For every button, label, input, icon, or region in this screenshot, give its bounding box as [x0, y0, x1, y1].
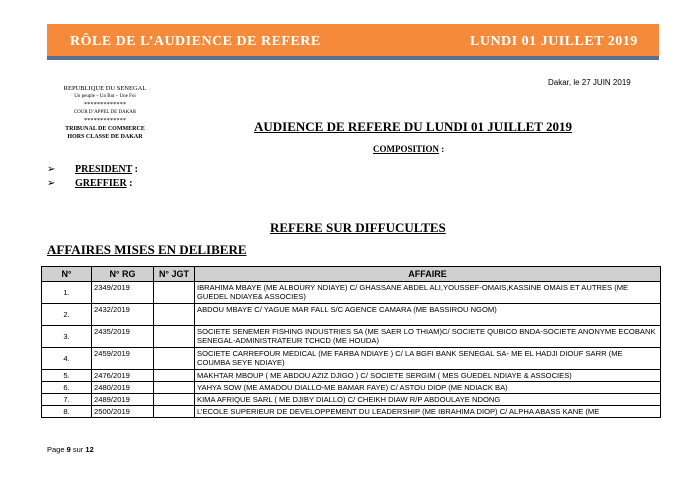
table-row — [42, 406, 661, 418]
row-jgt — [154, 394, 195, 406]
row-jgt — [154, 382, 195, 394]
table-row — [42, 282, 661, 304]
affaires-table — [41, 266, 661, 418]
section-subheading: REFERE SUR DIFFUCULTES — [270, 220, 446, 235]
page-label: Page — [47, 445, 65, 454]
row-affaire: YAHYA SOW (ME AMADOU DIALLO-ME BAMAR FAYE) C/ ASTOU DIOP (ME NDIACK BA) — [195, 382, 661, 394]
composition-label: COMPOSITION — [373, 144, 440, 154]
column-header-number: N° — [42, 267, 92, 282]
row-number: 3. — [42, 326, 92, 348]
row-jgt — [154, 282, 195, 304]
role-label: GREFFIER — [75, 178, 127, 189]
composition-heading — [373, 144, 444, 154]
row-affaire: IBRAHIMA MBAYE (ME ALBOURY NDIAYE) C/ GHASSANE ABDEL ALI,YOUSSEF-OMAIS,KASSINE OMAIS ET AUTRES (ME GUEDEL NDIAYE& ASSOCIES) — [195, 282, 661, 304]
role-greffier — [47, 178, 133, 189]
tribunal-line-2: HORS CLASSE DE DAKAR — [67, 134, 143, 140]
page-total: 12 — [85, 445, 94, 454]
page-footer — [47, 445, 94, 454]
row-number: 1. — [42, 282, 92, 304]
row-affaire: SOCIETE CARREFOUR MEDICAL (ME FARBA NDIAYE ) C/ LA BGFI BANK SENEGAL SA- ME EL HADJI DIOUF SARR (ME COUMBA SEYE NDIAYE) — [195, 348, 661, 370]
row-rg: 2459/2019 — [92, 348, 154, 370]
row-number: 5. — [42, 370, 92, 382]
table-header-row — [42, 267, 661, 282]
row-affaire: L’ECOLE SUPERIEUR DE DEVELOPPEMENT DU LEADERSHIP (ME IBRAHIMA DIOP) C/ ALPHA ABASS KANE (ME — [195, 406, 661, 418]
row-number: 8. — [42, 406, 92, 418]
arrow-bullet-icon: ➢ — [47, 164, 56, 175]
banner-title: RÔLE DE L’AUDIENCE DE REFERE — [70, 34, 321, 49]
place-date: Dakar, le 27 JUIN 2019 — [548, 78, 631, 87]
banner-underline — [47, 56, 659, 60]
table-row — [42, 326, 661, 348]
stars-separator: ************* — [83, 117, 127, 124]
row-jgt — [154, 406, 195, 418]
row-affaire: MAKHTAR MBOUP ( ME ABDOU AZIZ DJIGO ) C/ SOCIETE SERGIM ( MES GUEDEL NDIAYE & ASSOCIES) — [195, 370, 661, 382]
column-header-affaire: AFFAIRE — [195, 267, 661, 282]
role-suffix: : — [132, 164, 138, 175]
row-affaire: SOCIETE SENEMER FISHING INDUSTRIES SA (ME SAER LO THIAM)C/ SOCIETE QUBICO BNDA-SOCIETE ANONYME ECOBANK SENEGAL-ADMINISTRATEUR TCHCD (ME HOUDA) — [195, 326, 661, 348]
column-header-jgt: N° JGT — [154, 267, 195, 282]
role-suffix: : — [126, 178, 133, 189]
row-rg: 2432/2019 — [92, 304, 154, 326]
arrow-bullet-icon: ➢ — [47, 178, 56, 189]
row-rg: 2500/2019 — [92, 406, 154, 418]
row-number: 7. — [42, 394, 92, 406]
row-number: 4. — [42, 348, 92, 370]
table-row — [42, 394, 661, 406]
row-jgt — [154, 304, 195, 326]
row-rg: 2489/2019 — [92, 394, 154, 406]
row-rg: 2476/2019 — [92, 370, 154, 382]
row-affaire: KIMA AFRIQUE SARL ( ME DJIBY DIALLO) C/ CHEIKH DIAW R/P ABDOULAYE NDONG — [195, 394, 661, 406]
page-current: 9 — [66, 445, 71, 454]
row-jgt — [154, 326, 195, 348]
table-row — [42, 304, 661, 326]
row-jgt — [154, 370, 195, 382]
row-rg: 2435/2019 — [92, 326, 154, 348]
banner-date: LUNDI 01 JUILLET 2019 — [470, 34, 638, 49]
row-number: 2. — [42, 304, 92, 326]
row-jgt — [154, 348, 195, 370]
column-header-rg: N° RG — [92, 267, 154, 282]
stars-separator: ************* — [83, 101, 127, 108]
audience-heading: AUDIENCE DE REFERE DU LUNDI 01 JUILLET 2019 — [254, 119, 572, 134]
table-row — [42, 370, 661, 382]
row-rg: 2349/2019 — [92, 282, 154, 304]
table-row — [42, 348, 661, 370]
section-heading: AFFAIRES MISES EN DELIBERE — [47, 242, 247, 257]
role-president — [47, 164, 138, 175]
row-affaire: ABDOU MBAYE C/ YAGUE MAR FALL S/C AGENCE CAMARA (ME BASSIROU NGOM) — [195, 304, 661, 326]
composition-suffix: : — [439, 144, 445, 154]
institution-header — [50, 85, 160, 141]
republic-label: REPUBLIQUE DU SENEGAL — [63, 85, 147, 92]
page-of: sur — [72, 445, 84, 454]
role-label: PRESIDENT — [75, 164, 133, 175]
motto: Un peuple – Un But – Une Foi — [74, 94, 136, 99]
table-row — [42, 382, 661, 394]
tribunal-line-1: TRIBUNAL DE COMMERCE — [65, 126, 145, 132]
court-label: COUR D’APPEL DE DAKAR — [73, 110, 137, 115]
row-number: 6. — [42, 382, 92, 394]
row-rg: 2480/2019 — [92, 382, 154, 394]
